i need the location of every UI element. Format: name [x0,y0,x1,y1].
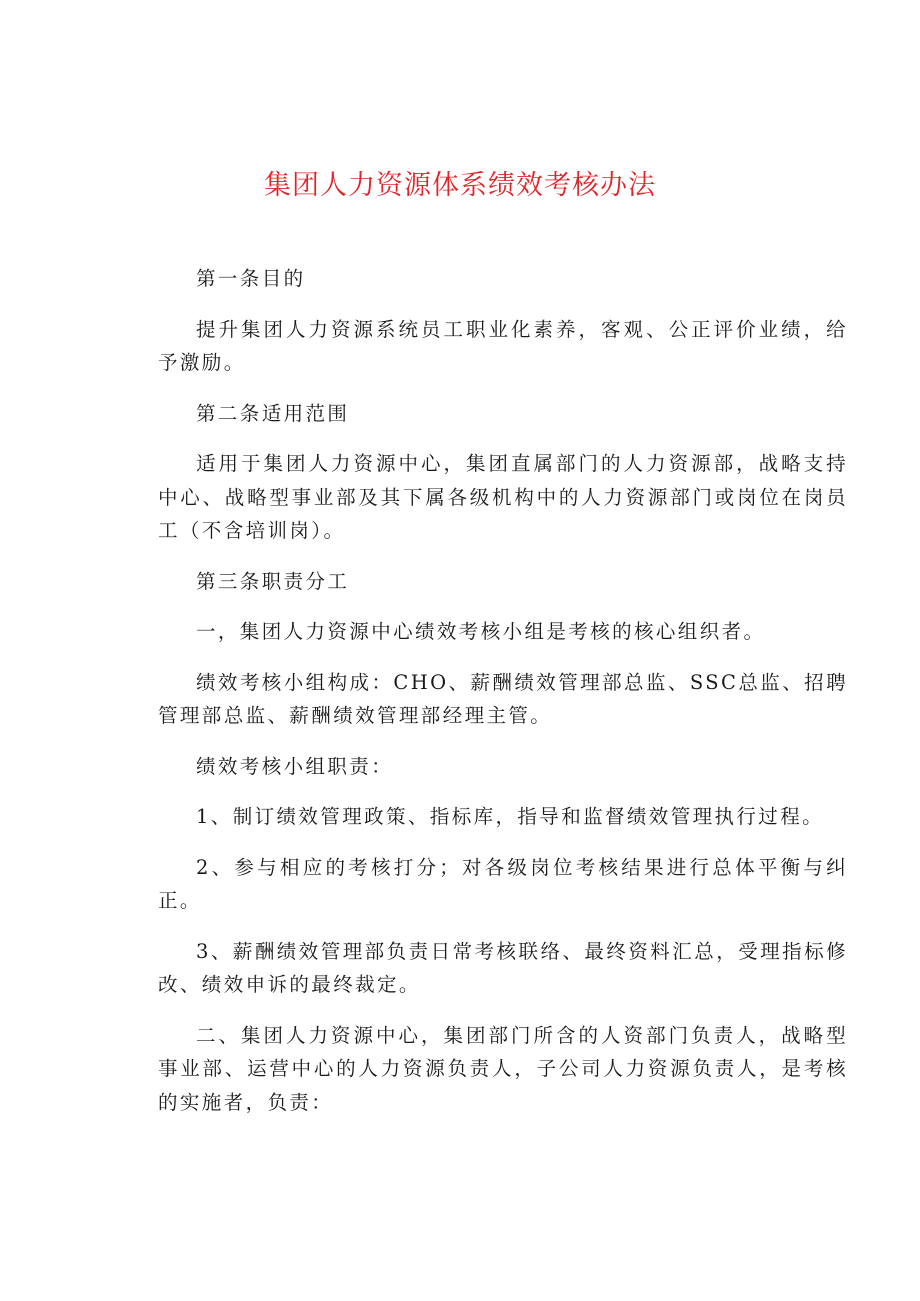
article-3-heading: 第三条职责分工 [196,569,350,593]
group-composition-text: 绩效考核小组构成：CHO、薪酬绩效管理部总监、SSC总监、招聘管理部总监、薪酬绩效管理部经理主管。 [158,670,848,727]
article-2-text: 适用于集团人力资源中心，集团直属部门的人力资源部，战略支持中心、战略型事业部及其下属各级机构中的人力资源部门或岗位在岗员工（不含培训岗）。 [158,452,848,542]
document-title: 集团人力资源体系绩效考核办法 [264,170,656,201]
group-duties-heading: 绩效考核小组职责： [196,754,394,778]
section-1-text: 一，集团人力资源中心绩效考核小组是考核的核心组织者。 [196,620,766,643]
duty-item-1: 1、制订绩效管理政策、指标库，指导和监督绩效管理执行过程。 [196,805,825,828]
document-body [158,262,848,1136]
section-2-text: 二、集团人力资源中心，集团部门所含的人资部门负责人，战略型事业部、运营中心的人力资源负责人，子公司人力资源负责人，是考核的实施者，负责： [158,1023,848,1114]
duty-item-2: 2、参与相应的考核打分；对各级岗位考核结果进行总体平衡与纠正。 [158,855,848,912]
article-2-heading: 第二条适用范围 [196,401,350,425]
article-1-text: 提升集团人力资源系统员工职业化素养，客观、公正评价业绩，给予激励。 [158,317,848,374]
duty-item-3: 3、薪酬绩效管理部负责日常考核联络、最终资料汇总，受理指标修改、绩效申诉的最终裁定。 [158,939,848,996]
article-1-heading: 第一条目的 [196,267,306,290]
